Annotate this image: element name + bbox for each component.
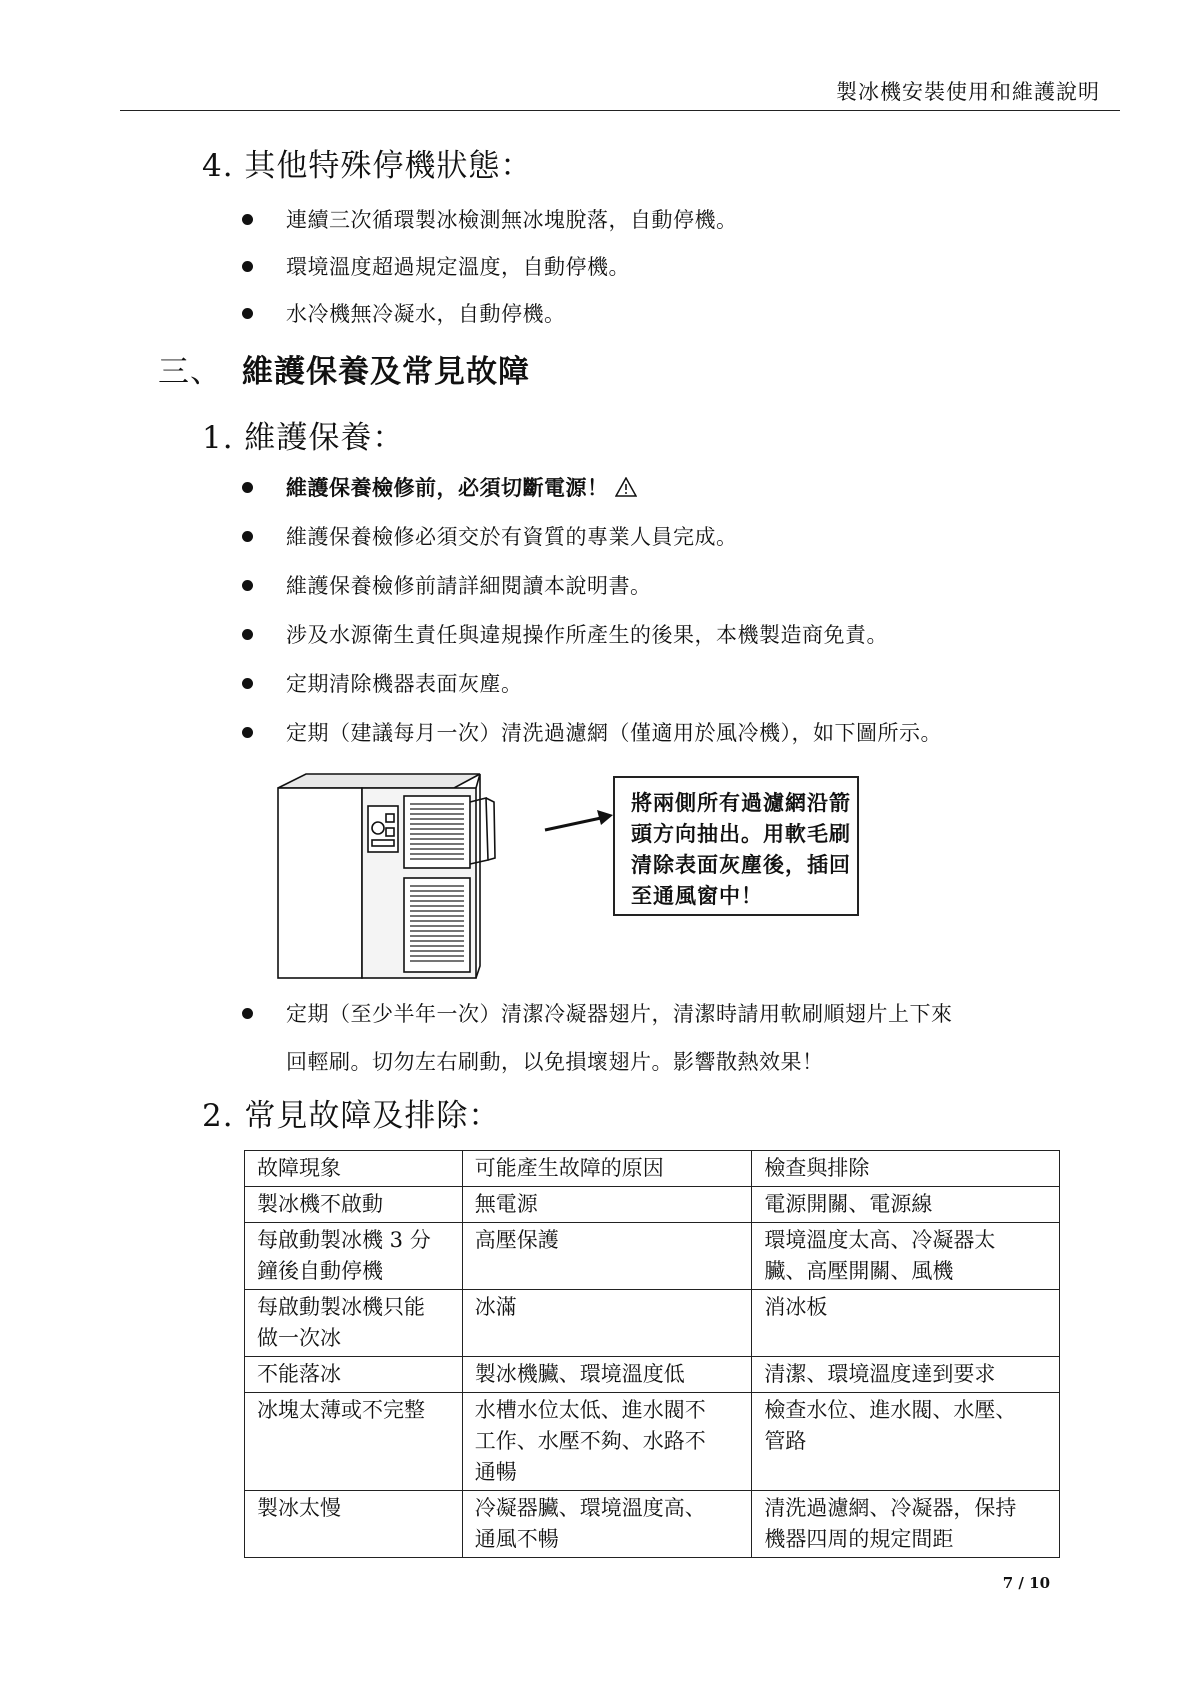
column-header: 可能產生故障的原因 (462, 1151, 752, 1187)
fix-cell: 消冰板 (752, 1290, 1060, 1357)
section-title: 維護保養及常見故障 (242, 354, 530, 390)
table-header-row (245, 1151, 1060, 1187)
list-item-text: 環境溫度超過規定溫度，自動停機。 (286, 255, 630, 279)
callout-line: 至通風窗中！ (631, 884, 763, 908)
symptom-cell: 製冰機不啟動 (245, 1187, 463, 1223)
bullet-icon (242, 308, 253, 319)
warning-triangle-icon (615, 477, 637, 497)
page-number: 7 / 10 (1002, 1574, 1050, 1592)
fault-table (244, 1150, 1060, 1558)
list-item-text: 定期（至少半年一次）清潔冷凝器翅片，清潔時請用軟刷順翅片上下來 (286, 1002, 953, 1026)
table-row (245, 1357, 1060, 1393)
bullet-icon (242, 531, 253, 542)
table-row (245, 1491, 1060, 1558)
bullet-icon (242, 482, 253, 493)
fix-cell: 環境溫度太高、冷凝器太 臟、高壓開關、風機 (752, 1223, 1060, 1290)
bullet-icon (242, 261, 253, 272)
cause-cell: 冷凝器臟、環境溫度高、 通風不暢 (462, 1491, 752, 1558)
cause-cell: 無電源 (462, 1187, 752, 1223)
callout-line: 頭方向抽出。用軟毛刷 (631, 822, 851, 846)
list-item-text: 連續三次循環製冰檢測無冰塊脫落，自動停機。 (286, 208, 738, 232)
callout-line: 清除表面灰塵後，插回 (631, 853, 851, 877)
fix-cell: 清潔、環境溫度達到要求 (752, 1357, 1060, 1393)
callout-line: 將兩側所有過濾網沿箭 (631, 791, 851, 815)
fix-cell: 清洗過濾網、冷凝器，保持 機器四周的規定間距 (752, 1491, 1060, 1558)
symptom-cell: 製冰太慢 (245, 1491, 463, 1558)
cause-cell: 製冰機臟、環境溫度低 (462, 1357, 752, 1393)
list-item-text: 維護保養檢修必須交於有資質的專業人員完成。 (286, 525, 738, 549)
table-row (245, 1393, 1060, 1491)
list-item-text: 涉及水源衛生責任與違規操作所產生的後果，本機製造商免責。 (286, 623, 888, 647)
table-row (245, 1290, 1060, 1357)
column-header: 故障現象 (245, 1151, 463, 1187)
bullet-icon (242, 629, 253, 640)
symptom-cell: 每啟動製冰機 3 分 鐘後自動停機 (245, 1223, 463, 1290)
ice-machine-illustration (268, 770, 568, 984)
list-item-text: 維護保養檢修前請詳細閱讀本說明書。 (286, 574, 652, 598)
section-number: 三、 (158, 354, 222, 390)
bullet-icon (242, 1008, 253, 1019)
bullet-icon (242, 214, 253, 225)
filter-instruction-callout (613, 776, 859, 916)
special-shutdown-heading: 4. 其他特殊停機狀態： (202, 148, 533, 184)
document-header-title: 製冰機安裝使用和維護說明 (836, 80, 1100, 104)
warning-text: 維護保養檢修前，必須切斷電源！ (286, 475, 609, 500)
bullet-icon (242, 580, 253, 591)
table-row (245, 1223, 1060, 1290)
troubleshooting-heading: 2. 常見故障及排除： (202, 1098, 501, 1134)
fix-cell: 電源開關、電源線 (752, 1187, 1060, 1223)
symptom-cell: 不能落冰 (245, 1357, 463, 1393)
list-item-continuation: 回輕刷。切勿左右刷動，以免損壞翅片。影響散熱效果！ (286, 1050, 824, 1074)
cause-cell: 高壓保護 (462, 1223, 752, 1290)
section-heading (158, 346, 530, 391)
list-item-text: 定期清除機器表面灰塵。 (286, 672, 523, 696)
cause-cell: 水槽水位太低、進水閥不 工作、水壓不夠、水路不 通暢 (462, 1393, 752, 1491)
cause-cell: 冰滿 (462, 1290, 752, 1357)
symptom-cell: 每啟動製冰機只能 做一次冰 (245, 1290, 463, 1357)
arrow-right-icon (543, 806, 615, 836)
list-item-text: 水冷機無冷凝水，自動停機。 (286, 302, 566, 326)
header-divider (120, 110, 1120, 111)
bullet-icon (242, 727, 253, 738)
symptom-cell: 冰塊太薄或不完整 (245, 1393, 463, 1491)
table-row (245, 1187, 1060, 1223)
fix-cell: 檢查水位、進水閥、水壓、 管路 (752, 1393, 1060, 1491)
column-header: 檢查與排除 (752, 1151, 1060, 1187)
list-item-text: 定期（建議每月一次）清洗過濾網（僅適用於風冷機），如下圖所示。 (286, 721, 942, 745)
maintenance-heading: 1. 維護保養： (202, 420, 405, 456)
bullet-icon (242, 678, 253, 689)
